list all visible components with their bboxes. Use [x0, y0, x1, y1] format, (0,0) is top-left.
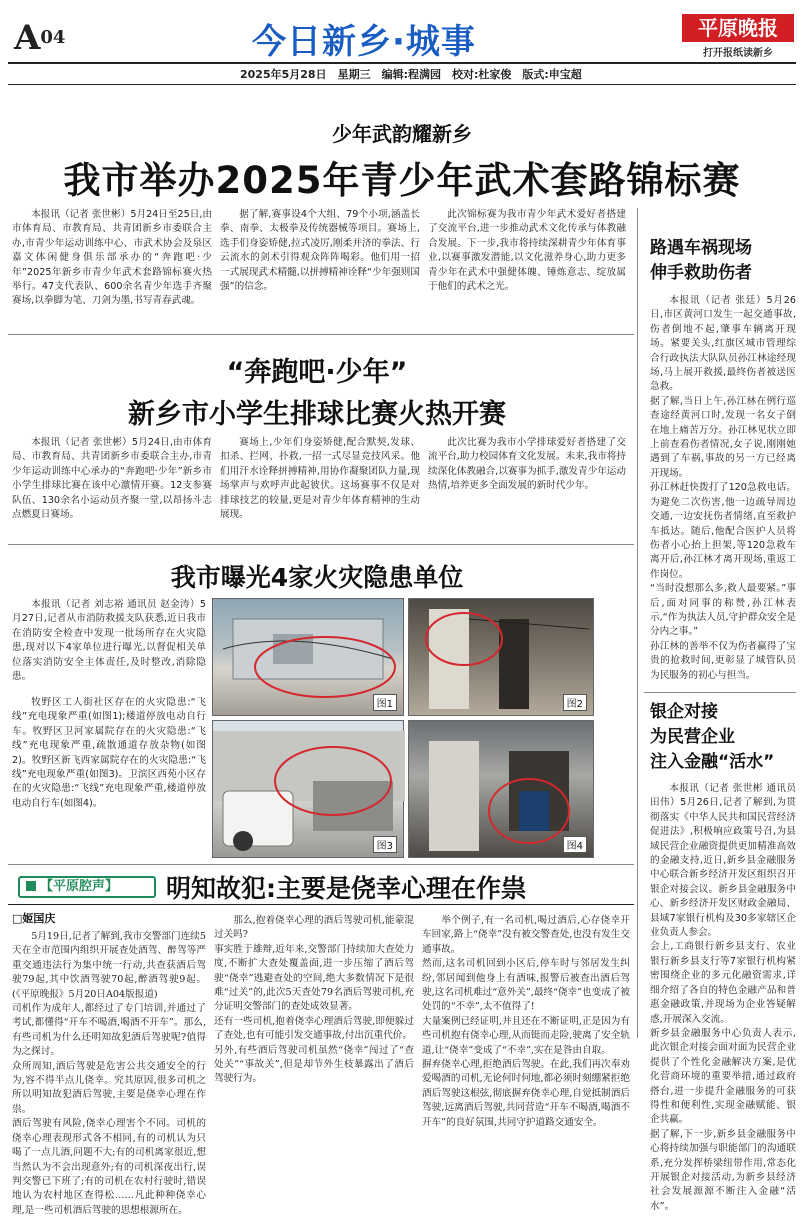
- photo-label-2: 图2: [563, 694, 587, 711]
- column-badge: [18, 876, 156, 898]
- divider: [644, 692, 796, 693]
- fire-photo-3: [212, 720, 404, 858]
- side1-text: 本报讯（记者 张廷）5月26日,市区黄河口发生一起交通事故,伤者倒地不起,肇事车辆离开现场。紧要关头,红旗区城市管理综合行政执法大队队员孙江林途经现场,马上展开救援,最终伤者被送医急救。 据了解,当日上午,孙江林在例行巡查途经黄河口时,发现一名女子倒在地上痛苦万分。孙江林见状立即上前查看伤者情况,女子说,刚刚她遇到了车祸,事故的另一方已经离开现场。 孙江林赶快拨打了120急救电话。为避免二次伤害,他一边疏导周边交通,一边安抚伤者情绪,直至救护车抵达。随后,他配合医护人员将伤者小心抬上担架,等120急救车离开后,孙江林才离开现场,重返工作岗位。 “当时没想那么多,救人最要紧。”事后,面对同事的称赞,孙江林表示,“作为执法人员,守护群众安全是分内之事。” 孙江林的善举不仅为伤者赢得了宝贵的抢救时间,更彰显了城管队员为民服务的初心与担当。: [650, 295, 796, 681]
- masthead-title: 今日新乡·城事: [252, 22, 476, 62]
- opinion-col2: 那么,抱着侥幸心理的酒后驾驶司机,能蒙混过关吗? 事实胜于雄辩,近年来,交警部门持续加大查处力度,不断扩大查处覆盖面,进一步压缩了酒后驾驶“侥幸”逃避查处的空间,绝大多数情况下是很难“过关”的,此次5天查处79名酒后驾驶司机,充分证明交警部门的查处成效显著。 还有一些司机,抱着侥幸心理酒后驾驶,即便躲过了查处,也有可能引发交通事故,付出沉重代价。 另外,有些酒后驾驶司机虽然“侥幸”闯过了“查处关”“事故关”,但是却节外生枝暴露出了酒后驾驶行为。: [214, 915, 414, 1085]
- badge-label: 【平原腔声】: [40, 879, 119, 894]
- header-rule: [8, 62, 796, 64]
- dateline: 2025年5月28日 星期三 编辑:程满园 校对:杜家俊 版式:申宝超: [240, 68, 582, 81]
- fire-text: 本报讯（记者 刘志裕 通讯员 赵金涛）5月27日,记者从市消防救援支队获悉,近日我市在消防安全检查中发现一批场所存在火灾隐患,现对以下4家单位进行曝光,以督促相关单位落实消防安全主体责任,及时整改,消除隐患。: [12, 599, 206, 683]
- fire-photo-1: [212, 598, 404, 716]
- opinion-col3: 举个例子,有一名司机,喝过酒后,心存侥幸开车回家,路上“侥幸”没有被交警查处,也没有发生交通事故。 然而,这名司机回到小区后,停车时与邻居发生纠纷,邻居闻到他身上有酒味,报警后被查出酒后驾驶,这名司机难过“意外关”,最终“侥幸”也变成了被处罚的“不幸”,太不值得了! 大量案例已经证明,并且还在不断证明,正是因为有些司机抱有侥幸心理,从而铤而走险,驶离了安全轨道,让“侥幸”变成了“不幸”,实在是咎由自取。 摒弃侥幸心理,拒绝酒后驾驶。在此,我们再次奉劝爱喝酒的司机,无论何时何地,都必须时刻绷紧拒绝酒后驾驶这根弦,彻底摒弃侥幸心理,自觉抵制酒后驾驶,远离酒后驾驶,共同营造“开车不喝酒,喝酒不开车”的良好氛围,共同守护道路交通安全。: [422, 915, 630, 1128]
- fire-photo-2: [408, 598, 594, 716]
- divider: [8, 864, 634, 865]
- page-num: 04: [40, 27, 66, 48]
- page-number: [14, 18, 65, 58]
- divider: [8, 904, 634, 905]
- badge-square-icon: [26, 881, 36, 891]
- lead-headline: 我市举办2025年青少年武术套路锦标赛: [63, 159, 741, 202]
- volleyball-headline-2: 新乡市小学生排球比赛火热开赛: [128, 399, 506, 430]
- lead-kicker: 少年武韵耀新乡: [332, 122, 472, 146]
- fire-headline: 我市曝光4家火灾隐患单位: [170, 563, 464, 592]
- opinion-headline: 明知故犯:主要是侥幸心理在作祟: [166, 874, 526, 903]
- side2-text: 本报讯（记者 张世彬 通讯员 田伟）5月26日,记者了解到,为贯彻落实《中华人民共和国民营经济促进法》,积极响应政策号召,为县域民营企业融资提供更加精准高效的金融支持,近日,新乡县金融服务中心联合新乡经济开发区组织召开银企对接会议。新乡县金融服务中心、新乡经济开发区财政金融局、县域7家银行机构及30多家辖区企业负责人参会。 会上,工商银行新乡县支行、农业银行新乡县支行等7家银行机构紧密围绕企业的多元化融资需求,详细介绍了各自的特色金融产品和普惠金融政策,并现场为企业答疑解惑,开展深入交流。 新乡县金融服务中心负责人表示,此次银企对接会面对面为民营企业提供了个性化金融解决方案,是优化营商环境的重要举措,通过政府搭台,进一步提升金融服务的可获得性和便利性,实现金融赋能、银企共赢。 据了解,下一步,新乡县金融服务中心将持续加强与职能部门的沟通联系,充分发挥桥梁纽带作用,常态化开展银企对接活动,为新乡县经济社会发展源源不断注入金融“活水”。: [650, 783, 796, 1212]
- side1-headline: 路遇车祸现场 伸手救助伤者: [650, 238, 752, 283]
- volleyball-col2: 赛场上,少年们身姿矫健,配合默契,发球、扣杀、拦网、扑救,一招一式尽显竞技风采。他们用汗水诠释拼搏精神,用协作凝聚团队力量,现场掌声与欢呼声此起彼伏。这场赛事不仅是对排球技艺的较量,更是对青少年体育精神的生动展现。: [220, 437, 420, 521]
- photo-label-4: 图4: [563, 836, 587, 853]
- fire-photo-4: [408, 720, 594, 858]
- lead-col1: 本报讯（记者 张世彬）5月24日至25日,由市体育局、市教育局、共青团新乡市委联合主办,市青少年运动训练中心、市武术协会及泉区嘉文体闲健身俱乐部承办的“奔跑吧·少年”2025年新乡市青少年武术套路锦标赛火热举行。47支代表队、600余名青少年选手齐聚赛场,以拳脚为笔、刀剑为墨,书写青春武魂。: [12, 209, 212, 307]
- newspaper-slogan: 打开报纸读新乡: [703, 48, 773, 59]
- divider: [8, 334, 634, 335]
- page-letter: A: [14, 18, 41, 58]
- opinion-author: □姬国庆: [12, 912, 56, 925]
- lead-col3: 此次锦标赛为我市青少年武术爱好者搭建了交流平台,进一步推动武术文化传承与体教融合发展。下一步,我市将持续深耕青少年体育事业,以赛事激发潜能,以文化滋养身心,助力更多青少年在武术中强健体魄、锤炼意志、绽放属于他们的武术之光。: [428, 209, 626, 293]
- volleyball-col1: 本报讯（记者 张世彬）5月24日,由市体育局、市教育局、共青团新乡市委联合主办,市青少年运动训练中心承办的“奔跑吧·少年”新乡市小学生排球比赛在该中心激情开赛。12支参赛队伍、130余名小运动员齐聚一堂,以昂扬斗志点燃夏日赛场。: [12, 437, 212, 521]
- side2-headline: 银企对接 为民营企业 注入金融“活水”: [650, 702, 775, 772]
- volleyball-col3: 此次比赛为我市小学排球爱好者搭建了交流平台,助力校园体育文化发展。未来,我市将持续深化体教融合,以赛事为抓手,激发青少年运动热情,培养更多全面发展的新时代少年。: [428, 437, 626, 492]
- photo-label-3: 图3: [373, 836, 397, 853]
- fire-text-2: 牧野区工人街社区存在的火灾隐患:“飞线”充电现象严重(如图1);楼道停放电动自行车。牧野区卫河家属院存在的火灾隐患:“飞线”充电现象严重,疏散通道存放杂物(如图2)。牧野区新飞西家属院存在的火灾隐患:“飞线”充电现象严重(如图3)。卫滨区西苑小区存在的火灾隐患:“飞线”充电现象严重,楼道停放电动自行车(如图4)。: [12, 697, 206, 809]
- column-divider: [637, 208, 638, 1038]
- newspaper-logo: 平原晚报: [682, 14, 794, 42]
- lead-col2: 据了解,赛事设4个大组、79个小项,涵盖长拳、南拳、太极拳及传统器械等项目。赛场上,选手们身姿矫健,拉式凌厉,刚柔并济的拳法、行云流水的剑术引得观众阵阵喝彩。他们用一招一式展现武术精髓,以拼搏精神诠释“少年强则国强”的信念。: [220, 209, 420, 293]
- header-rule-bottom: [8, 84, 796, 85]
- divider: [8, 544, 634, 545]
- volleyball-headline-1: “奔跑吧·少年”: [226, 357, 408, 388]
- opinion-col1: 5月19日,记者了解到,我市交警部门连续5天在全市范围内组织开展查处酒驾、醉驾等严重交通违法行为集中统一行动,共查获酒后驾驶79起,其中饮酒驾驶70起,醉酒驾驶9起。(《平原晚报》5月20日A04版报道) 司机作为成年人,都经过了专门培训,并通过了考试,都懂得“开车不喝酒,喝酒不开车”。那么,有些司机为什么还明知故犯酒后驾驶呢?值得为之探讨。 众所周知,酒后驾驶是危害公共交通安全的行为,容不得半点儿侥幸。究其原因,很多司机之所以明知故犯酒后驾驶,主要是侥幸心理在作祟。 酒后驾驶有风险,侥幸心理害个不同。司机的侥幸心理表现形式各不相同,有的司机认为只喝了一点儿酒,问题不大;有的司机离家很近,想当然认为不会出现意外;有的司机深夜出行,误判交警已下班了;有的司机在农村行驶时,错误地认为农村地区查得松……凡此种种侥幸心理,是一些司机酒后驾驶的思想根源所在。: [12, 931, 206, 1216]
- photo-label-1: 图1: [373, 694, 397, 711]
